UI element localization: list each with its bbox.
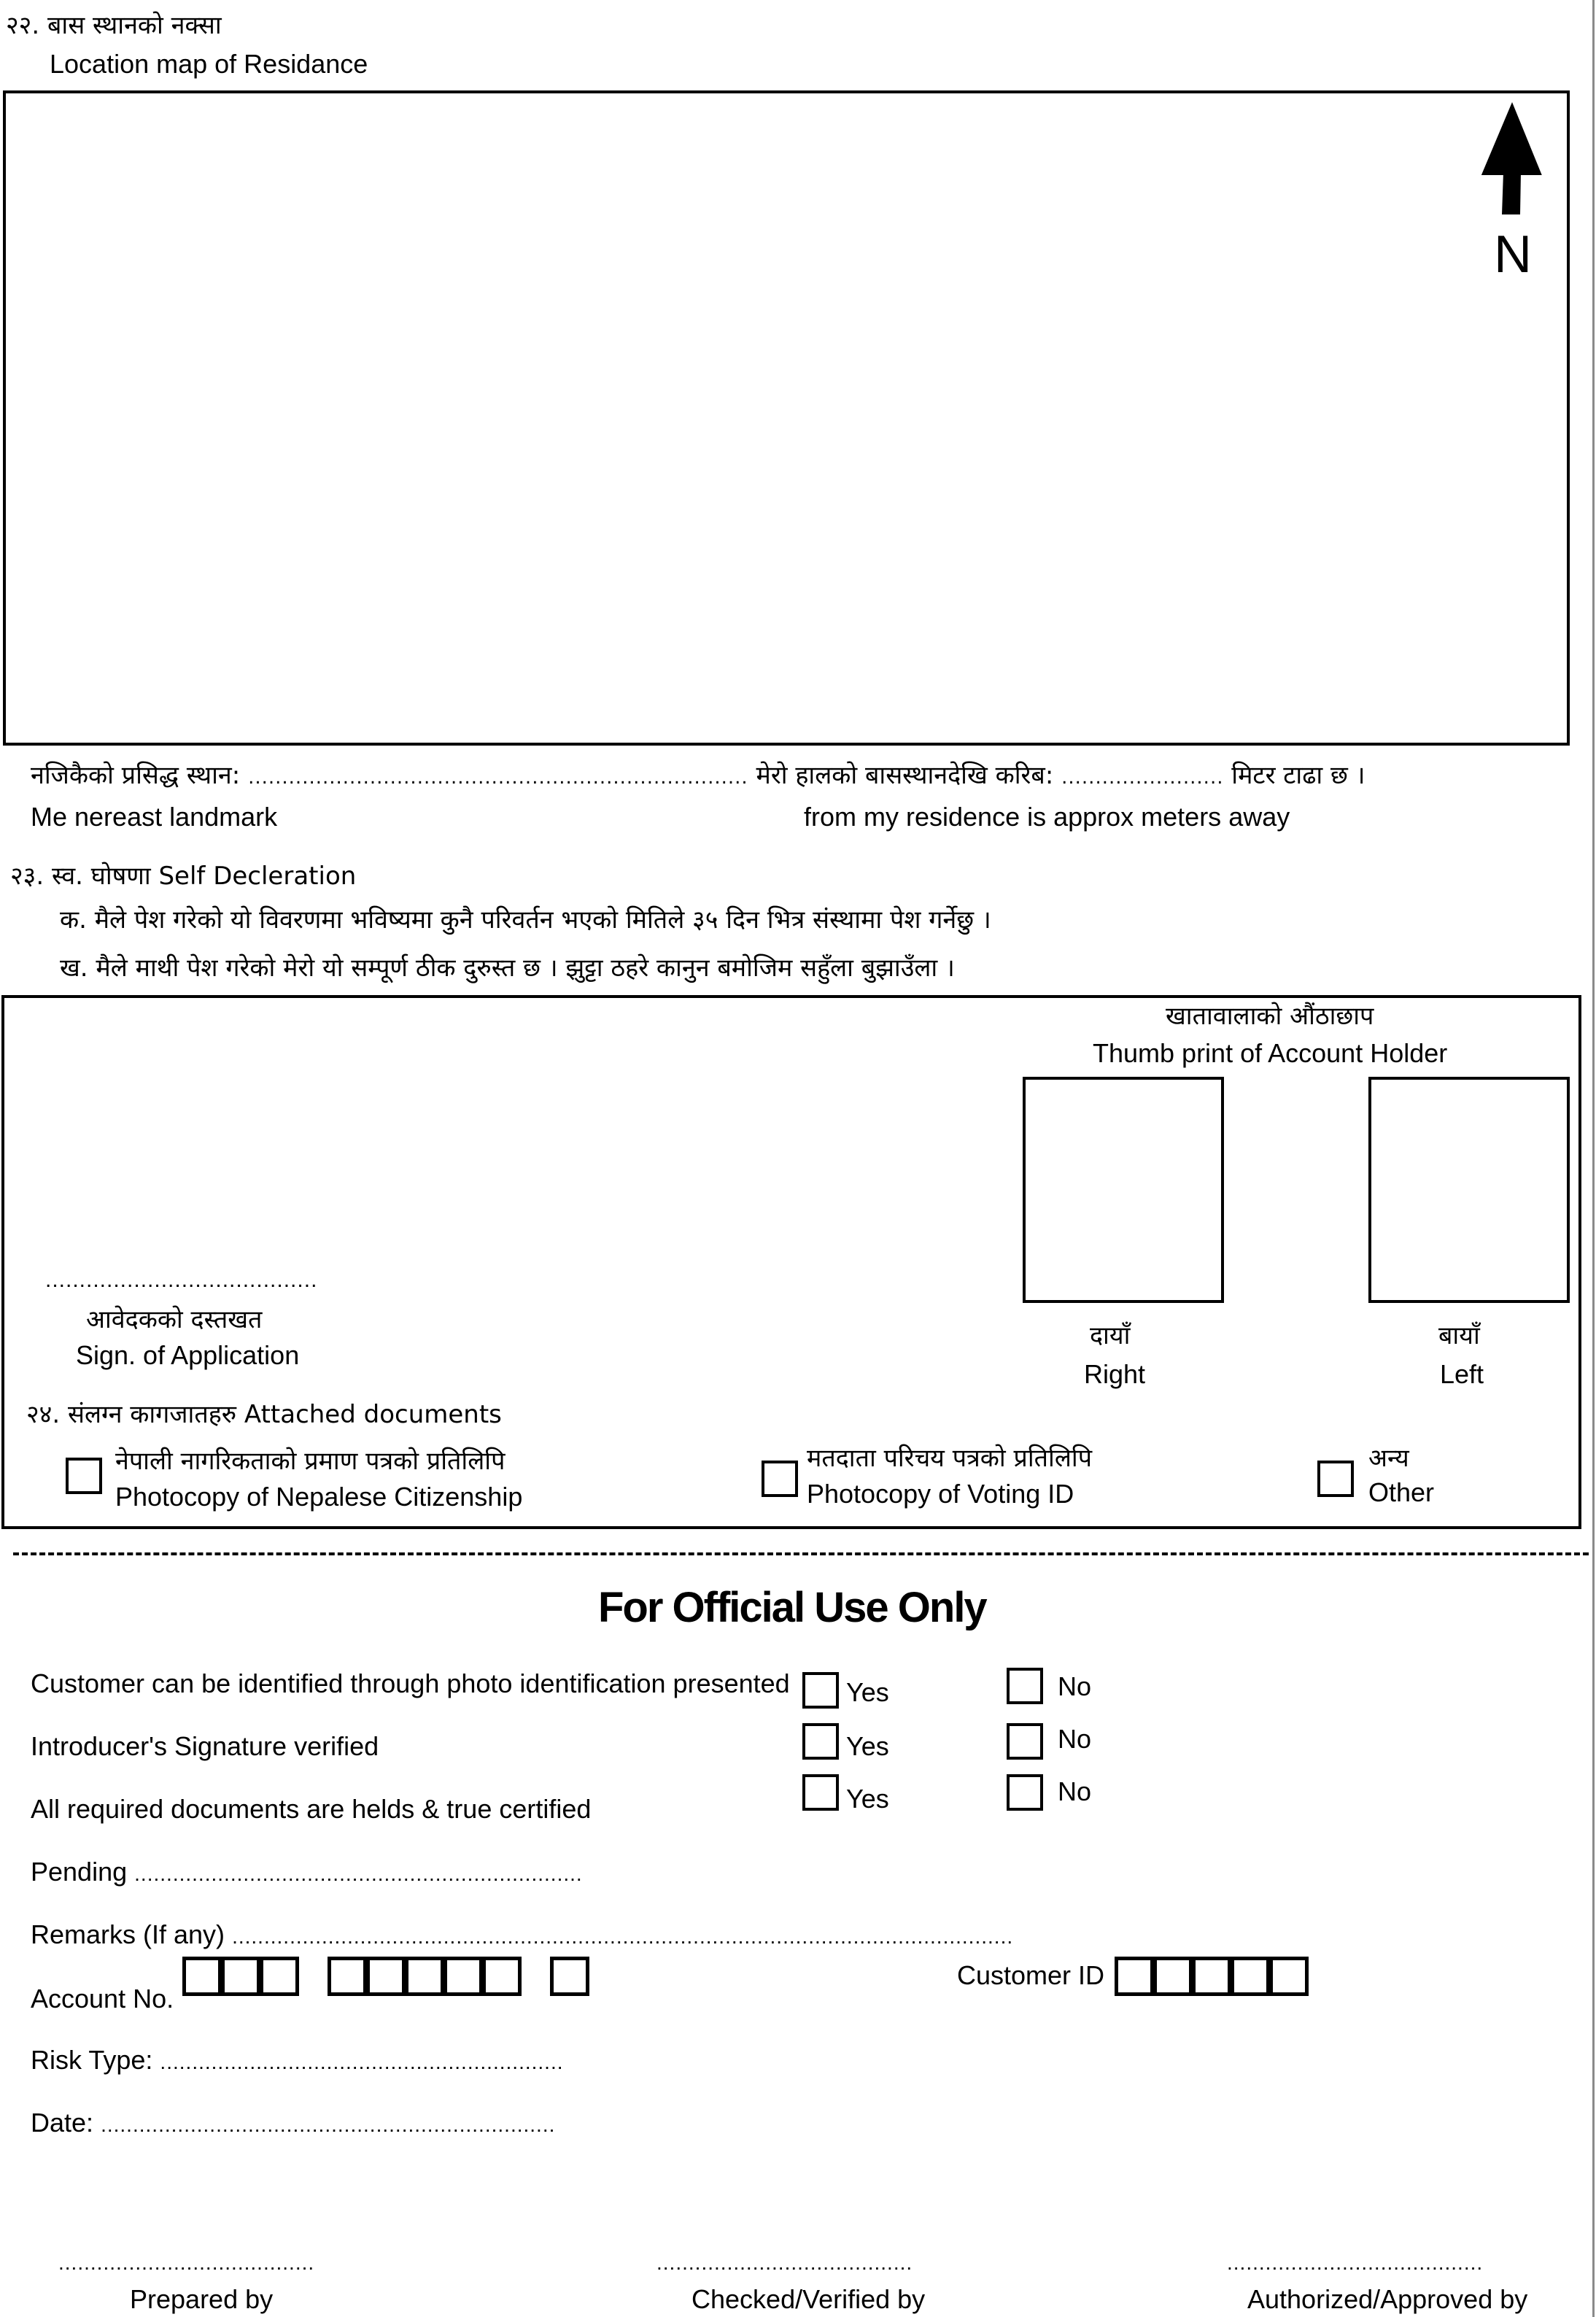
check-introducer-yes-label: Yes (846, 1731, 889, 1761)
signature-label-np: आवेदकको दस्तखत (86, 1305, 263, 1334)
distance-unit-np: मिटर टाढा छ । (1231, 761, 1365, 790)
checked-by-label: Checked/Verified by (692, 2284, 926, 2314)
remarks-label: Remarks (If any) (31, 1919, 225, 1949)
check-documents-yes-checkbox[interactable] (802, 1774, 839, 1811)
date-label: Date: (31, 2108, 94, 2138)
pending-row (31, 1859, 583, 1885)
thumbprint-title-en: Thumb print of Account Holder (1093, 1038, 1448, 1068)
thumb-right-np: दायाँ (1090, 1321, 1131, 1350)
doc-other-checkbox[interactable] (1317, 1461, 1354, 1497)
prepared-by-label: Prepared by (130, 2284, 274, 2314)
signature-label-en: Sign. of Application (76, 1340, 300, 1370)
authorized-by-line[interactable]: ........................................ (1227, 2251, 1484, 2274)
check-introducer-no-label: No (1058, 1724, 1092, 1754)
doc-other-en: Other (1368, 1477, 1435, 1507)
account-digit-box[interactable] (366, 1957, 406, 1996)
customer-id-label: Customer ID (957, 1960, 1105, 1990)
account-digit-box[interactable] (182, 1957, 222, 1996)
date-row (31, 2110, 555, 2136)
distance-input[interactable]: ........................ (1061, 767, 1224, 789)
location-map-area[interactable] (3, 90, 1570, 746)
checked-by-line[interactable]: ........................................ (656, 2251, 913, 2274)
landmark-label-np-text: नजिकैको प्रसिद्ध स्थान: (31, 761, 241, 790)
distance-label-np: मेरो हालको बासस्थानदेखि करिब: (756, 761, 1054, 790)
risk-type-label: Risk Type: (31, 2045, 153, 2075)
check-photo-id-yes-label: Yes (846, 1677, 889, 1707)
customer-id-digit-box[interactable] (1192, 1957, 1231, 1996)
doc-voting-id-checkbox[interactable] (762, 1461, 798, 1497)
landmark-label-np (31, 763, 1365, 788)
declaration-line-kha: ख. मैले माथी पेश गरेको मेरो यो सम्पूर्ण ठीक दुरुस्त छ । झुट्टा ठहरे कानुन बमोजिम सहुँला बुझाउँला । (60, 954, 955, 983)
thumbprint-title-np: खातावालाको औंठाछाप (1166, 1002, 1374, 1031)
check-documents-no-label: No (1058, 1776, 1092, 1806)
doc-other-np: अन्य (1368, 1444, 1409, 1473)
thumb-right-en: Right (1084, 1359, 1146, 1389)
check-documents-yes-label: Yes (846, 1784, 889, 1814)
remarks-row (31, 1919, 1014, 1949)
check-photo-id-yes-checkbox[interactable] (802, 1672, 839, 1709)
account-digit-box[interactable] (443, 1957, 483, 1996)
signature-line[interactable]: ........................................ (45, 1268, 318, 1292)
pending-label: Pending (31, 1857, 128, 1887)
section24-heading: २४. संलग्न कागजातहरु Attached documents (26, 1400, 502, 1429)
customer-id-digit-box[interactable] (1231, 1957, 1270, 1996)
thumb-left-np: बायाँ (1438, 1321, 1480, 1350)
account-no-boxes[interactable] (182, 1957, 589, 1996)
risk-type-input[interactable]: ............................................................... (160, 2051, 564, 2073)
distance-label-en: from my residence is approx meters away (804, 802, 1290, 832)
account-digit-box[interactable] (260, 1957, 299, 1996)
thumb-left-en: Left (1440, 1359, 1484, 1389)
cut-line-divider (13, 1552, 1589, 1555)
section22-heading-en: Location map of Residance (50, 49, 368, 79)
doc-voting-id-np: मतदाता परिचय पत्रको प्रतिलिपि (807, 1444, 1093, 1473)
doc-citizenship-np: नेपाली नागरिकताको प्रमाण पत्रको प्रतिलिपि (115, 1447, 505, 1476)
doc-voting-id-en: Photocopy of Voting ID (807, 1479, 1074, 1509)
date-input[interactable]: ....................................................................... (101, 2113, 556, 2136)
account-digit-box[interactable] (221, 1957, 260, 1996)
check-introducer-no-checkbox[interactable] (1007, 1723, 1043, 1760)
section23-heading: २३. स्व. घोषणा Self Decleration (10, 862, 357, 891)
risk-type-row (31, 2047, 564, 2073)
check-photo-id-label: Customer can be identified through photo identification presented (31, 1668, 790, 1698)
account-no-label: Account No. (31, 1984, 174, 2014)
doc-citizenship-en: Photocopy of Nepalese Citizenship (115, 1482, 523, 1512)
account-digit-box[interactable] (328, 1957, 367, 1996)
official-use-title: For Official Use Only (598, 1584, 986, 1631)
check-introducer-label: Introducer's Signature verified (31, 1731, 379, 1761)
customer-id-boxes[interactable] (1115, 1957, 1308, 1996)
check-photo-id-no-label: No (1058, 1671, 1092, 1701)
north-label: N (1494, 225, 1532, 284)
authorized-by-label: Authorized/Approved by (1247, 2284, 1528, 2314)
thumbprint-right-box[interactable] (1023, 1077, 1224, 1303)
north-arrow-shaft (1501, 172, 1522, 216)
check-documents-label: All required documents are helds & true certified (31, 1794, 592, 1824)
section22-heading-np: २२. बास स्थानको नक्सा (6, 11, 222, 40)
customer-id-digit-box[interactable] (1115, 1957, 1154, 1996)
account-digit-box[interactable] (405, 1957, 444, 1996)
north-arrow-icon (1481, 102, 1543, 175)
remarks-input[interactable]: .......................................................................................................................... (232, 1925, 1014, 1948)
check-introducer-yes-checkbox[interactable] (802, 1723, 839, 1760)
customer-id-digit-box[interactable] (1153, 1957, 1193, 1996)
check-documents-no-checkbox[interactable] (1007, 1774, 1043, 1811)
check-photo-id-no-checkbox[interactable] (1007, 1668, 1043, 1704)
customer-id-digit-box[interactable] (1269, 1957, 1309, 1996)
landmark-input[interactable]: .......................................................................... (248, 767, 748, 789)
declaration-line-ka: क. मैले पेश गरेको यो विवरणमा भविष्यमा कुनै परिवर्तन भएको मितिले ३५ दिन भित्र संस्थामा पेश गर्नेछु । (60, 905, 991, 935)
account-digit-box[interactable] (482, 1957, 522, 1996)
doc-citizenship-checkbox[interactable] (66, 1458, 102, 1494)
prepared-by-line[interactable]: ........................................ (58, 2251, 315, 2274)
landmark-label-en: Me nereast landmark (31, 802, 278, 832)
pending-input[interactable]: ...................................................................... (134, 1863, 583, 1885)
account-digit-box[interactable] (550, 1957, 589, 1996)
thumbprint-left-box[interactable] (1368, 1077, 1570, 1303)
page-edge-line (1592, 0, 1595, 2317)
